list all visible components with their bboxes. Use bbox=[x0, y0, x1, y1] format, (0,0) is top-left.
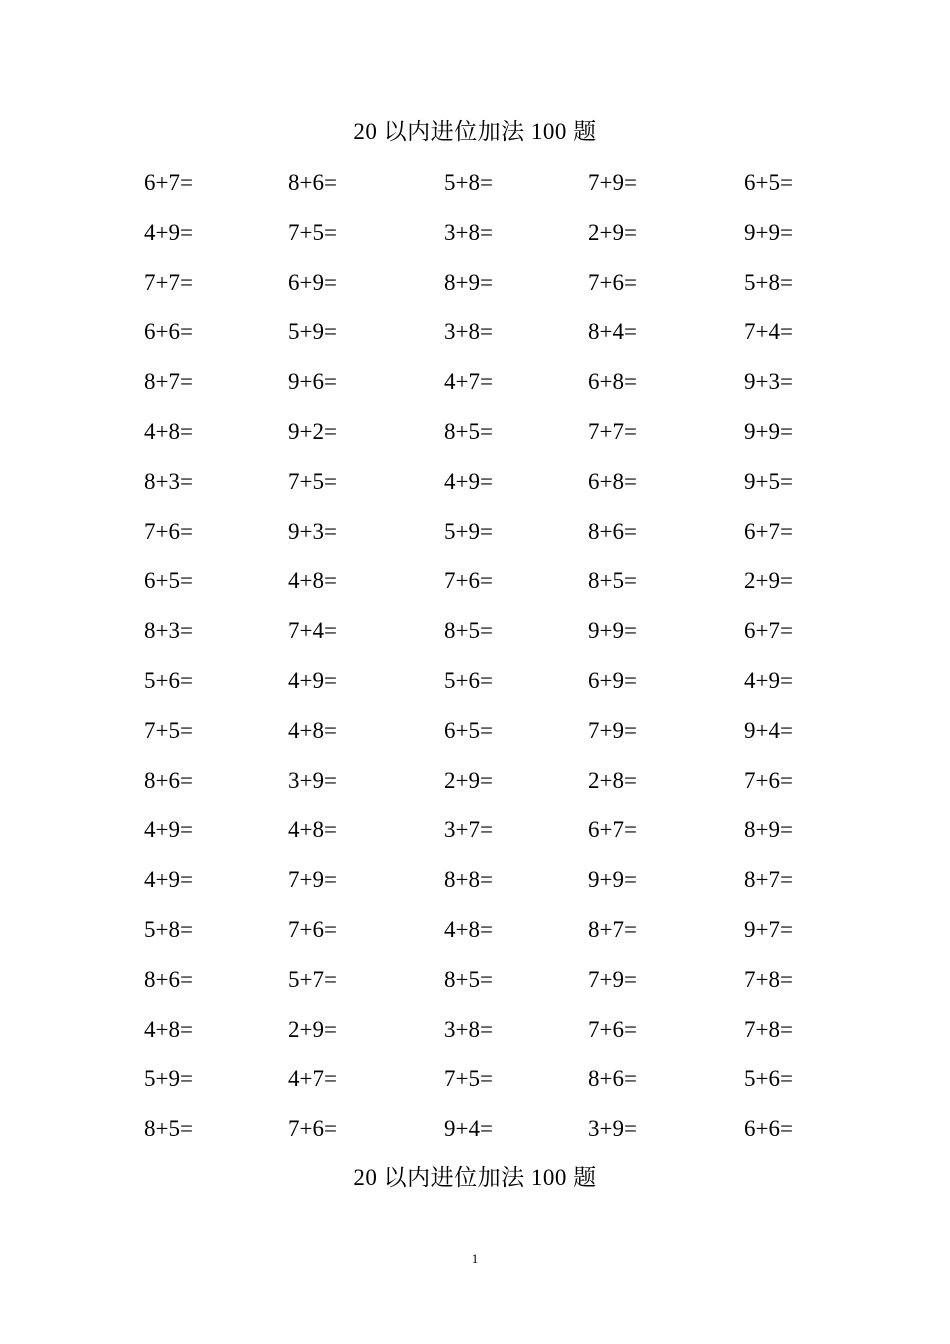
problem-item: 7+5= bbox=[288, 219, 337, 245]
problem-item: 7+5= bbox=[444, 1066, 493, 1092]
problem-item: 9+7= bbox=[744, 916, 793, 942]
problem-row bbox=[0, 616, 950, 666]
problem-row bbox=[0, 566, 950, 616]
problem-item: 6+7= bbox=[144, 170, 193, 195]
problem-item: 4+9= bbox=[144, 219, 193, 245]
problem-item: 3+8= bbox=[444, 319, 493, 345]
problem-item: 3+7= bbox=[444, 817, 493, 843]
problem-item: 2+8= bbox=[588, 767, 637, 793]
problem-item: 3+9= bbox=[588, 1116, 637, 1142]
problem-item: 7+9= bbox=[588, 717, 637, 743]
problem-item: 4+8= bbox=[144, 418, 193, 444]
problem-item: 4+8= bbox=[144, 1016, 193, 1042]
problem-item: 5+8= bbox=[144, 916, 193, 942]
problem-item: 4+9= bbox=[144, 867, 193, 893]
problem-item: 2+9= bbox=[588, 219, 637, 245]
problem-item: 8+6= bbox=[144, 966, 193, 992]
problem-item: 4+8= bbox=[288, 817, 337, 843]
problem-item: 6+6= bbox=[144, 319, 193, 345]
problem-item: 7+4= bbox=[744, 319, 793, 345]
problem-row bbox=[0, 417, 950, 467]
problem-item: 4+8= bbox=[288, 568, 337, 594]
problem-row bbox=[0, 716, 950, 766]
problem-row bbox=[0, 815, 950, 865]
problem-item: 7+6= bbox=[744, 767, 793, 793]
problem-grid bbox=[0, 168, 950, 1164]
problem-item: 7+6= bbox=[144, 518, 193, 544]
problem-item: 2+9= bbox=[444, 767, 493, 793]
problem-item: 8+6= bbox=[144, 767, 193, 793]
problem-row bbox=[0, 865, 950, 915]
problem-item: 8+7= bbox=[744, 867, 793, 893]
problem-item: 7+8= bbox=[744, 1016, 793, 1042]
problem-item: 6+8= bbox=[588, 468, 637, 494]
problem-item: 7+6= bbox=[288, 1116, 337, 1142]
problem-item: 8+7= bbox=[144, 369, 193, 395]
problem-item: 6+8= bbox=[588, 369, 637, 395]
problem-item: 6+7= bbox=[744, 618, 793, 644]
problem-item: 5+8= bbox=[744, 269, 793, 295]
problem-item: 9+3= bbox=[288, 518, 337, 544]
problem-row bbox=[0, 168, 950, 218]
problem-row bbox=[0, 666, 950, 716]
problem-item: 6+5= bbox=[444, 717, 493, 743]
problem-row bbox=[0, 766, 950, 816]
problem-item: 4+8= bbox=[288, 717, 337, 743]
problem-item: 7+5= bbox=[288, 468, 337, 494]
problem-item: 6+5= bbox=[144, 568, 193, 594]
page-title: 20 以内进位加法 100 题 bbox=[353, 119, 597, 144]
problem-item: 5+9= bbox=[444, 518, 493, 544]
problem-item: 8+7= bbox=[588, 916, 637, 942]
problem-item: 3+9= bbox=[288, 767, 337, 793]
problem-item: 5+8= bbox=[444, 170, 493, 195]
footer-title: 20 以内进位加法 100 题 bbox=[353, 1165, 597, 1190]
problem-item: 6+9= bbox=[288, 269, 337, 295]
problem-item: 7+9= bbox=[288, 867, 337, 893]
problem-row bbox=[0, 367, 950, 417]
problem-item: 8+5= bbox=[444, 618, 493, 644]
problem-item: 7+7= bbox=[144, 269, 193, 295]
problem-item: 8+4= bbox=[588, 319, 637, 345]
problem-item: 9+4= bbox=[744, 717, 793, 743]
page-number: 1 bbox=[471, 1251, 479, 1266]
problem-item: 9+4= bbox=[444, 1116, 493, 1142]
problem-item: 8+9= bbox=[744, 817, 793, 843]
problem-row bbox=[0, 317, 950, 367]
problem-item: 6+7= bbox=[588, 817, 637, 843]
problem-row bbox=[0, 965, 950, 1015]
problem-item: 7+9= bbox=[588, 170, 637, 195]
problem-item: 4+9= bbox=[444, 468, 493, 494]
problem-item: 7+9= bbox=[588, 966, 637, 992]
problem-item: 9+9= bbox=[588, 618, 637, 644]
problem-item: 7+8= bbox=[744, 966, 793, 992]
problem-row bbox=[0, 218, 950, 268]
problem-item: 7+7= bbox=[588, 418, 637, 444]
problem-item: 4+7= bbox=[288, 1066, 337, 1092]
problem-item: 5+6= bbox=[144, 667, 193, 693]
problem-item: 8+3= bbox=[144, 468, 193, 494]
problem-item: 7+6= bbox=[288, 916, 337, 942]
problem-row bbox=[0, 1114, 950, 1164]
problem-item: 2+9= bbox=[744, 568, 793, 594]
problem-item: 8+6= bbox=[588, 1066, 637, 1092]
problem-item: 4+7= bbox=[444, 369, 493, 395]
problem-item: 4+9= bbox=[144, 817, 193, 843]
problem-item: 5+6= bbox=[744, 1066, 793, 1092]
problem-item: 9+3= bbox=[744, 369, 793, 395]
problem-item: 9+5= bbox=[744, 468, 793, 494]
problem-item: 9+9= bbox=[744, 219, 793, 245]
problem-item: 8+5= bbox=[144, 1116, 193, 1142]
problem-item: 8+6= bbox=[588, 518, 637, 544]
problem-item: 3+8= bbox=[444, 1016, 493, 1042]
problem-item: 9+9= bbox=[744, 418, 793, 444]
problem-row bbox=[0, 517, 950, 567]
problem-item: 7+5= bbox=[144, 717, 193, 743]
problem-item: 6+6= bbox=[744, 1116, 793, 1142]
problem-item: 3+8= bbox=[444, 219, 493, 245]
problem-row bbox=[0, 1015, 950, 1065]
problem-item: 4+8= bbox=[444, 916, 493, 942]
problem-item: 2+9= bbox=[288, 1016, 337, 1042]
problem-item: 8+5= bbox=[444, 418, 493, 444]
problem-item: 7+6= bbox=[444, 568, 493, 594]
problem-item: 7+6= bbox=[588, 269, 637, 295]
problem-item: 8+3= bbox=[144, 618, 193, 644]
problem-item: 8+9= bbox=[444, 269, 493, 295]
problem-item: 9+6= bbox=[288, 369, 337, 395]
problem-item: 8+8= bbox=[444, 867, 493, 893]
problem-item: 5+7= bbox=[288, 966, 337, 992]
problem-item: 8+6= bbox=[288, 170, 337, 195]
problem-item: 6+7= bbox=[744, 518, 793, 544]
problem-item: 7+6= bbox=[588, 1016, 637, 1042]
problem-item: 9+2= bbox=[288, 418, 337, 444]
problem-item: 6+9= bbox=[588, 667, 637, 693]
problem-item: 5+6= bbox=[444, 667, 493, 693]
problem-item: 6+5= bbox=[744, 170, 793, 195]
problem-item: 5+9= bbox=[288, 319, 337, 345]
problem-item: 5+9= bbox=[144, 1066, 193, 1092]
problem-row bbox=[0, 467, 950, 517]
problem-item: 9+9= bbox=[588, 867, 637, 893]
problem-row bbox=[0, 1064, 950, 1114]
problem-item: 7+4= bbox=[288, 618, 337, 644]
problem-row bbox=[0, 268, 950, 318]
problem-row bbox=[0, 915, 950, 965]
problem-item: 8+5= bbox=[588, 568, 637, 594]
problem-item: 8+5= bbox=[444, 966, 493, 992]
problem-item: 4+9= bbox=[288, 667, 337, 693]
problem-item: 4+9= bbox=[744, 667, 793, 693]
